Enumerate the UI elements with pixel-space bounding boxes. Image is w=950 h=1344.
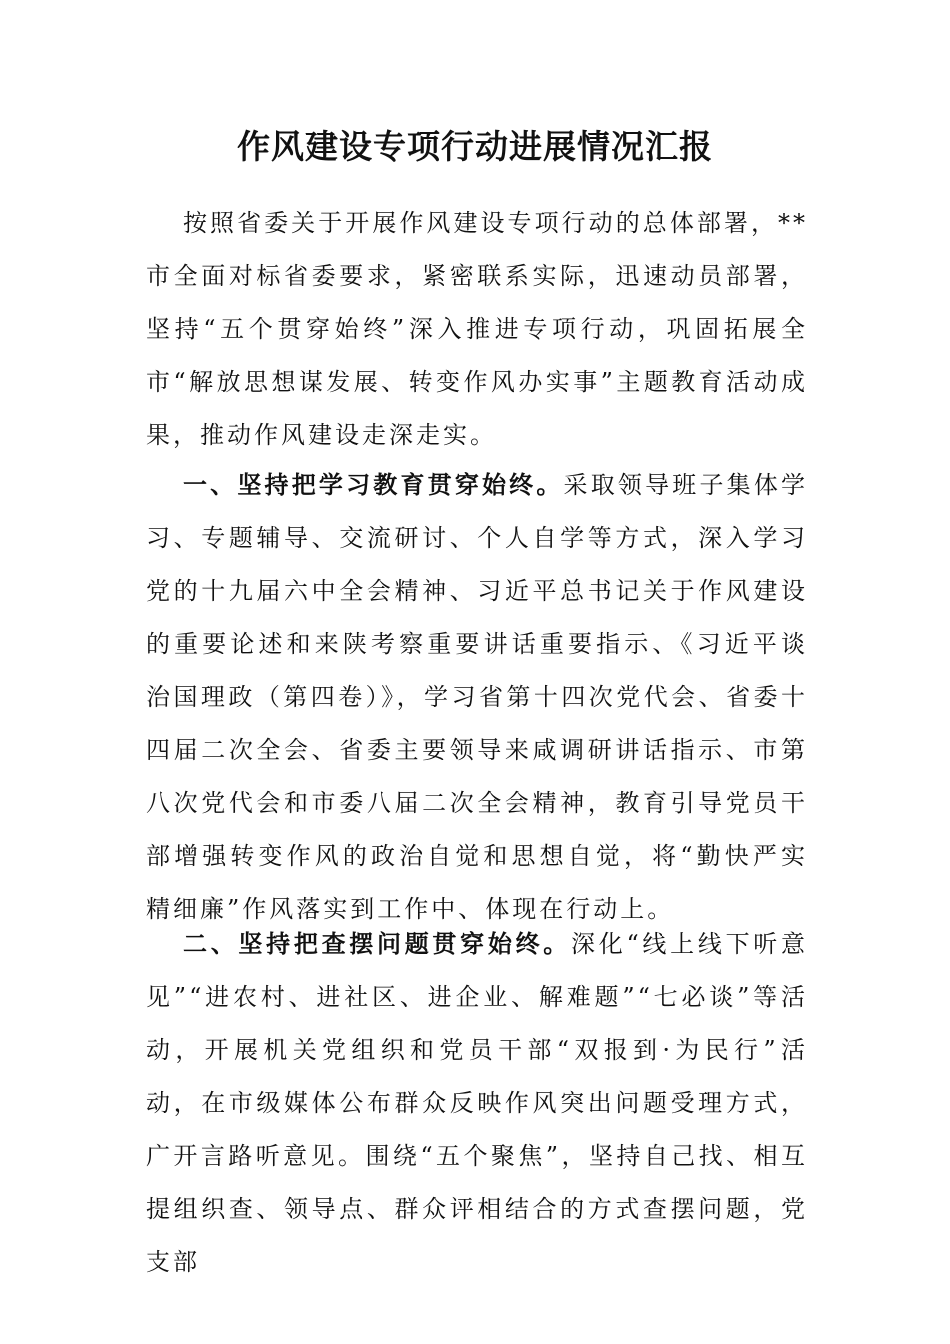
section-paragraph-1 [146, 458, 808, 936]
section-heading-1: 一、坚持把学习教育贯穿始终。 [183, 470, 564, 499]
section-body-1: 采取领导班子集体学习、专题辅导、交流研讨、个人自学等方式，深入学习党的十九届六中全会精神、习近平总书记关于作风建设的重要论述和来陕考察重要讲话重要指示、《习近平谈治国理政（第四卷）》，学习省第十四次党代会、省委十四届二次全会、省委主要领导来咸调研讲话指示、市第八次党代会和市委八届二次全会精神，教育引导党员干部增强转变作风的政治自觉和思想自觉，将“勤快严实精细廉”作风落实到工作中、体现在行动上。 [146, 471, 809, 923]
document-title: 作风建设专项行动进展情况汇报 [237, 127, 713, 166]
intro-paragraph: 按照省委关于开展作风建设专项行动的总体部署，**市全面对标省委要求，紧密联系实际，迅速动员部署，坚持“五个贯穿始终”深入推进专项行动，巩固拓展全市“解放思想谋发展、转变作风办实事”主题教育活动成果，推动作风建设走深走实。 [146, 209, 808, 449]
section-heading-2: 二、坚持把查摆问题贯穿始终。 [183, 929, 572, 958]
section-body-2: 深化“线上线下听意见”“进农村、进社区、进企业、解难题”“七必谈”等活动，开展机关党组织和党员干部“双报到·为民行”活动，在市级媒体公布群众反映作风突出问题受理方式，广开言路听意见。围绕“五个聚焦”，坚持自己找、相互提组织查、领导点、群众评相结合的方式查摆问题，党支部 [146, 930, 809, 1276]
section-paragraph-2 [146, 917, 808, 1289]
